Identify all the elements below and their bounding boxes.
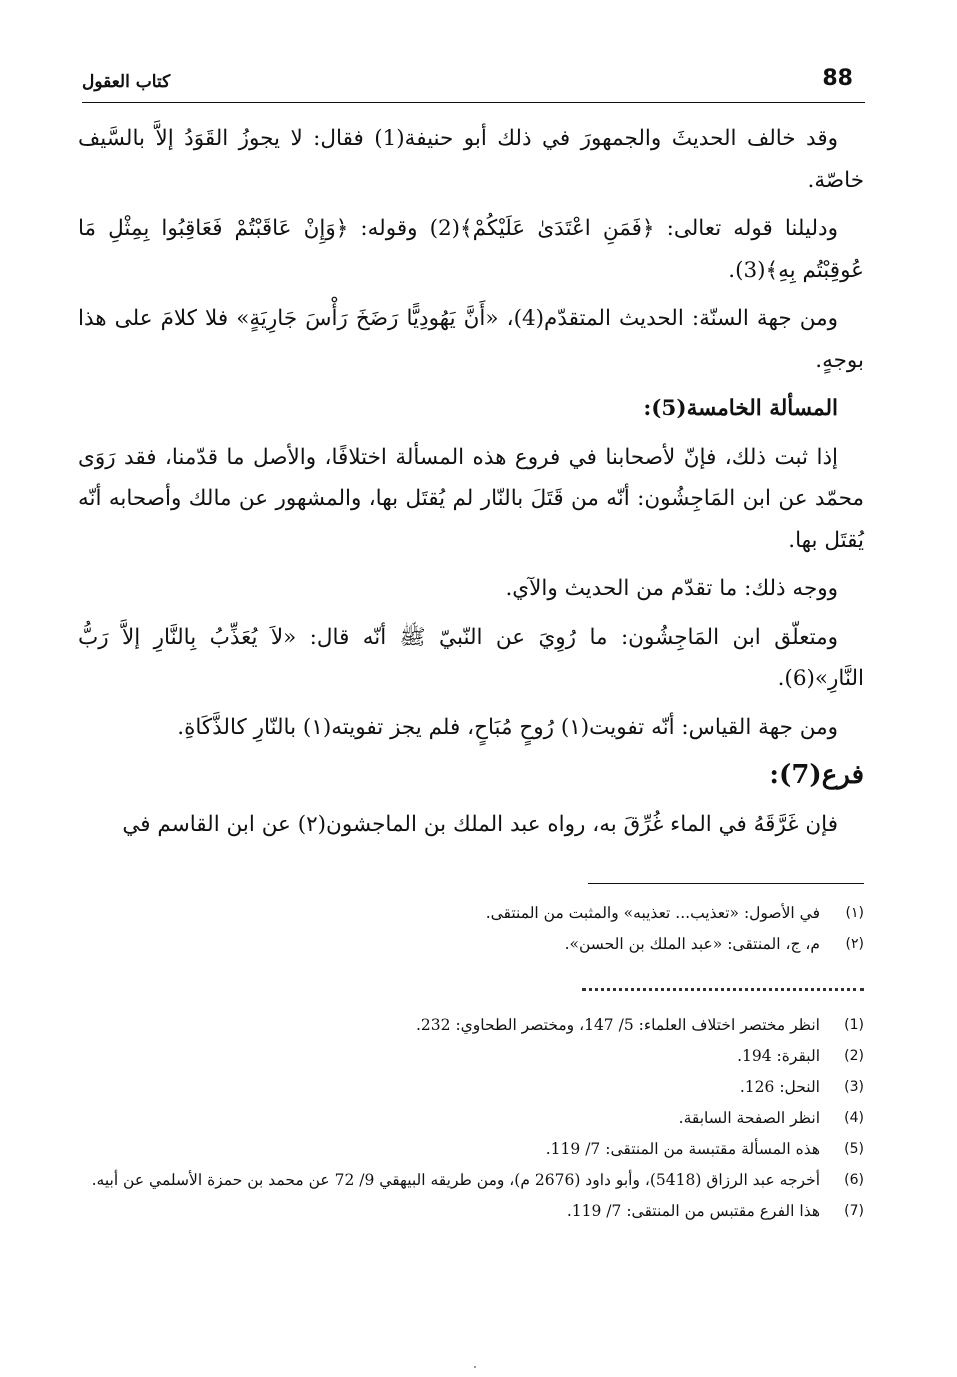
footnote-separator — [588, 883, 864, 884]
page-header — [82, 66, 865, 103]
section-heading: المسألة الخامسة(5): — [643, 396, 838, 421]
footnote — [88, 1167, 864, 1193]
footnote-text: أخرجه عبد الرزاق (5418)، وأبو داود (2676 م)، ومن طريقه البيهقي 9/ 72 عن محمد بن حمزة الأسلمي عن أبيه. — [91, 1171, 820, 1189]
footnote — [88, 1105, 864, 1131]
footnote-number: (3) — [844, 1079, 864, 1095]
footnote-number: (2) — [844, 1048, 864, 1064]
paragraph: ومتعلّق ابن المَاجِشُون: ما رُوِيَ عن النّبيّ ﷺ أنّه قال: «لاَ يُعَذِّبُ بِالنَّارِ إلاَّ رَبُّ النَّارِ»(6). — [78, 624, 864, 691]
paragraph: ومن جهة السنّة: الحديث المتقدّم(4)، «أَنَّ يَهُودِيًّا رَضَخَ رَأْسَ جَارِيَةٍ» فلا كلامَ على هذا بوجهٍ. — [78, 306, 864, 373]
editor-footnotes — [88, 1012, 864, 1229]
footnote-number: (1) — [844, 1017, 864, 1033]
footnote-text: البقرة: 194. — [737, 1047, 820, 1065]
paragraph: ومن جهة القياس: أنّه تفويت(١) رُوحٍ مُبَاحٍ، فلم يجز تفويته(١) بالنّارِ كالذَّكَاةِ. — [177, 714, 838, 740]
footnote-text: انظر مختصر اختلاف العلماء: 5/ 147، ومختصر الطحاوي: 232. — [415, 1016, 820, 1034]
paragraph: ووجه ذلك: ما تقدّم من الحديث والآي. — [505, 576, 838, 601]
footnote — [88, 900, 864, 926]
footnote — [88, 1074, 864, 1100]
page-number: 88 — [822, 66, 853, 91]
main-text — [78, 118, 864, 852]
footnote-text: هذا الفرع مقتبس من المنتقى: 7/ 119. — [566, 1202, 820, 1220]
footnote-text: انظر الصفحة السابقة. — [678, 1109, 820, 1127]
footnote — [88, 1198, 864, 1224]
paragraph: فإن غَرَّقَهُ في الماء غُرِّقَ به، رواه عبد الملك بن الماجشون(٢) عن ابن القاسم في — [122, 811, 838, 837]
paragraph: إذا ثبت ذلك، فإنّ لأصحابنا في فروع هذه المسألة اختلافًا، والأصل ما قدّمنا، فقد رَوَى محمّد عن ابن المَاجِشُون: أنّه من قَتَلَ بالنّار لم يُقتَل بها، والمشهور عن مالك وأصحابه أنّه يُقتَل بها. — [78, 444, 864, 553]
footnote-number: (5) — [844, 1141, 864, 1157]
footnote-number: (6) — [844, 1172, 864, 1188]
footnote-number: (٢) — [845, 936, 864, 952]
footnote — [88, 1012, 864, 1038]
footnote-number: (7) — [844, 1203, 864, 1219]
apparatus-footnotes — [88, 900, 864, 962]
footnote — [88, 1136, 864, 1162]
footnote-text: في الأصول: «تعذيب... تعذيبه» والمثبت من المنتقى. — [485, 904, 820, 922]
footnote — [88, 1043, 864, 1069]
scan-artifact — [474, 1366, 476, 1368]
subsection-heading: فرع(7): — [769, 760, 864, 790]
footnote — [88, 931, 864, 957]
paragraph: وقد خالف الحديثَ والجمهورَ في ذلك أبو حنيفة(1) فقال: لا يجوزُ القَوَدُ إلاَّ بالسَّيف خاصّة. — [78, 126, 864, 193]
footnote-text: م، ج، المنتقى: «عبد الملك بن الحسن». — [564, 935, 820, 953]
paragraph: ودليلنا قوله تعالى: ﴿فَمَنِ اعْتَدَىٰ عَلَيْكُمْ﴾(2) وقوله: ﴿وَإِنْ عَاقَبْتُمْ فَعَاقِبُوا بِمِثْلِ مَا عُوقِبْتُم بِهِ﴾(3). — [78, 216, 864, 283]
footnote-number: (١) — [845, 905, 864, 921]
footnote-number: (4) — [844, 1110, 864, 1126]
dotted-separator — [582, 988, 864, 991]
footnote-text: النحل: 126. — [739, 1078, 820, 1096]
running-title: كتاب العقول — [82, 72, 171, 92]
footnote-text: هذه المسألة مقتبسة من المنتقى: 7/ 119. — [545, 1140, 820, 1158]
